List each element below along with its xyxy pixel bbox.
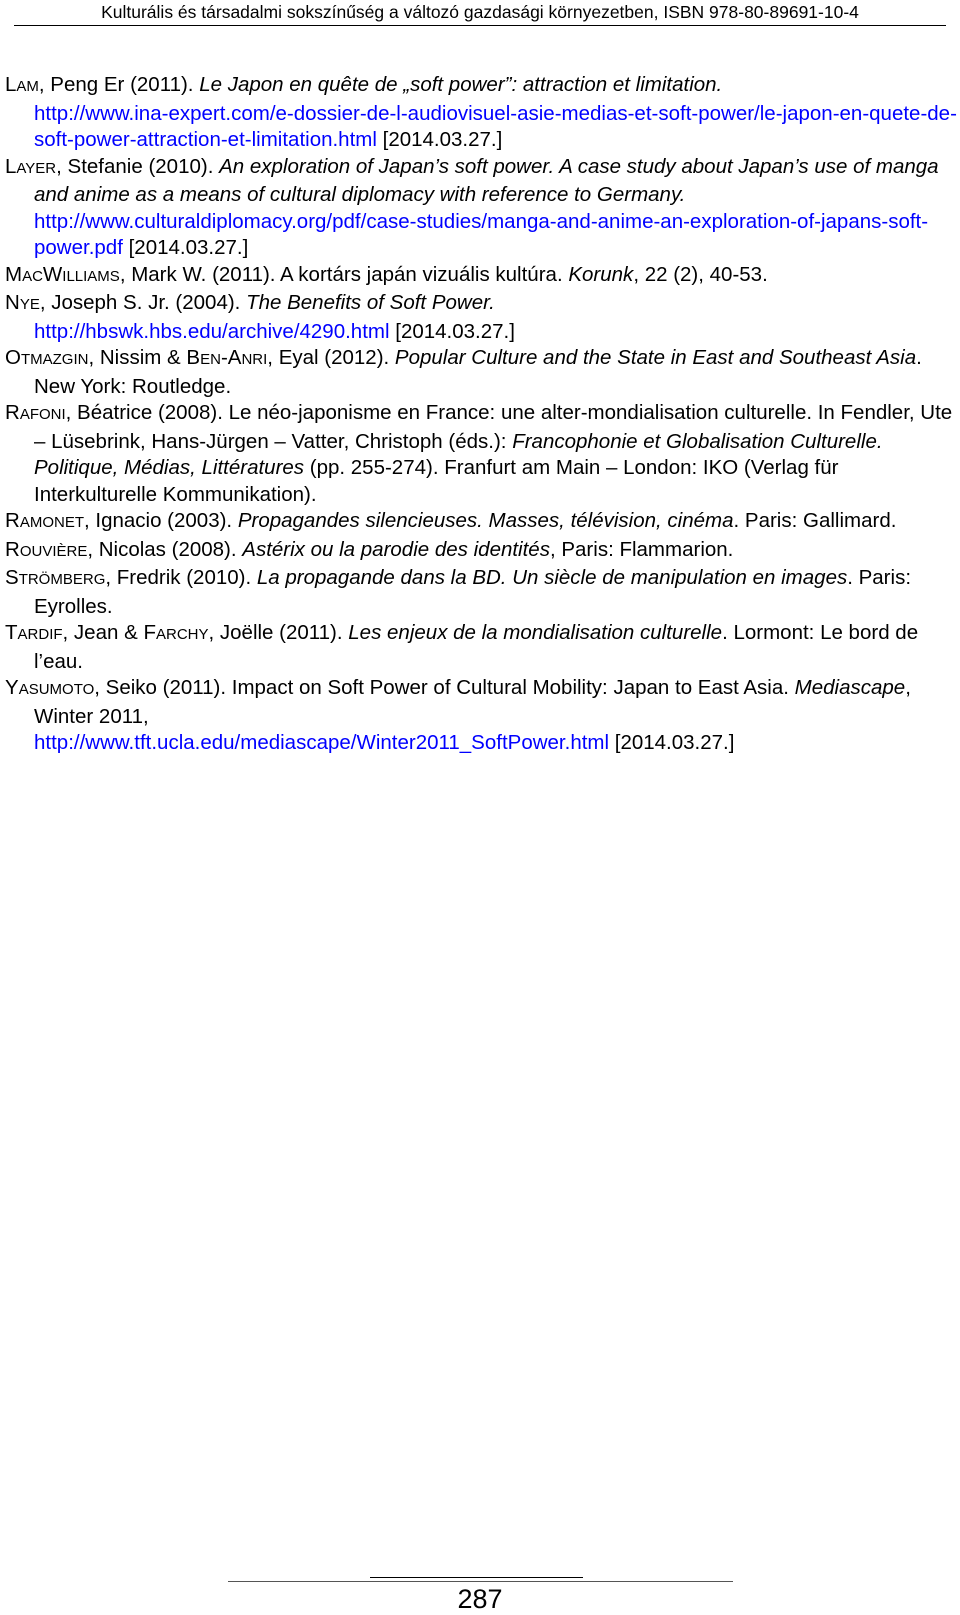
- access-date: [2014.03.27.]: [389, 319, 515, 343]
- bib-entry-lam: LAM, Peng Er (2011). Le Japon en quête de „soft power”: attraction et limitation. http://www.ina-expert.com/e-dossier-de-l-audiovisuel-asie-medias-et-soft-power/le-japon-en-quete-de-soft-power-attraction-et-limitation.html [2014.03.27.]: [5, 73, 957, 151]
- bib-entry-tardif: TARDIF, Jean & FARCHY, Joëlle (2011). Les enjeux de la mondialisation culturelle. Lormont: Le bord de l’eau.: [5, 621, 919, 673]
- url-link[interactable]: http://www.culturaldiplomacy.org/pdf/case-studies/manga-and-anime-an-exploration-of-japans-soft-power.pdf: [34, 209, 929, 259]
- footer-rule-short: [370, 1577, 583, 1578]
- bib-entry-rouviere: ROUVIÈRE, Nicolas (2008). Astérix ou la parodie des identités, Paris: Flammarion.: [5, 537, 734, 561]
- access-date: [2014.03.27.]: [609, 731, 735, 754]
- work-title: Astérix ou la parodie des identités: [242, 537, 550, 561]
- work-title: Propagandes silencieuses. Masses, télévision, cinéma: [237, 509, 734, 532]
- author-smallcaps: AM: [16, 78, 39, 95]
- bib-entry-nye: NYE, Joseph S. Jr. (2004). The Benefits of Soft Power. http://hbswk.hbs.edu/archive/4290.html [2014.03.27.]: [5, 291, 515, 343]
- work-title: Francophonie et Globalisation Culturelle. Politique, Médias, Littératures: [34, 429, 883, 479]
- url-link[interactable]: http://www.tft.ucla.edu/mediascape/Winter2011_SoftPower.html: [34, 731, 610, 754]
- author-initial: L: [5, 73, 17, 96]
- bib-entry-macwilliams: MACWILLIAMS, Mark W. (2011). A kortárs japán vizuális kultúra. Korunk, 22 (2), 40-53.: [5, 262, 768, 286]
- footer-rule-long: [228, 1581, 733, 1582]
- bibliography: [0, 72, 960, 757]
- bib-entry-rafoni: RAFONI, Béatrice (2008). Le néo-japonisme en France: une alter-mondialisation culturelle. In Fendler, Ute – Lüsebrink, Hans-Jürgen – Vatter, Christoph (éds.): Francophonie et Globalisation Culturelle. Politique, Médias, Littératures (pp. 255-274). Franfurt am Main – London: IKO (Verlag für Interkulturelle Kommunikation).: [5, 401, 953, 506]
- url-link[interactable]: http://www.ina-expert.com/e-dossier-de-l-audiovisuel-asie-medias-et-soft-power/le-japon-en-quete-de-soft-power-attraction-et-limitation.html: [34, 101, 957, 151]
- work-title: Le Japon en quête de „soft power”: attraction et limitation.: [199, 73, 723, 96]
- url-link[interactable]: http://hbswk.hbs.edu/archive/4290.html: [34, 319, 390, 343]
- page-number: 287: [457, 1584, 503, 1614]
- work-title: La propagande dans la BD. Un siècle de manipulation en images: [256, 566, 848, 589]
- access-date: [2014.03.27.]: [122, 236, 249, 259]
- running-header: Kulturális és társadalmi sokszínűség a változó gazdasági környezetben, ISBN 978-80-89691-10-4: [0, 0, 960, 23]
- work-title: The Benefits of Soft Power.: [246, 291, 495, 314]
- work-title: Les enjeux de la mondialisation culturelle: [348, 621, 723, 644]
- work-title: Popular Culture and the State in East and Southeast Asia: [394, 346, 917, 369]
- bib-entry-stromberg: STRÖMBERG, Fredrik (2010). La propagande dans la BD. Un siècle de manipulation en images. Paris: Eyrolles.: [5, 566, 912, 618]
- bib-entry-otmazgin: OTMAZGIN, Nissim & BEN-ANRI, Eyal (2012). Popular Culture and the State in East and Southeast Asia. New York: Routledge.: [5, 346, 922, 398]
- access-date: [2014.03.27.]: [376, 128, 503, 151]
- bib-entry-layer: LAYER, Stefanie (2010). An exploration of Japan’s soft power. A case study about Japan’s use of manga and anime as a means of cultural diplomacy with reference to Germany. http://www.culturaldiplomacy.org/pdf/case-studies/manga-and-anime-an-exploration-of-japans-soft-power.pdf [2014.03.27.]: [5, 154, 939, 259]
- journal-title: Korunk: [568, 262, 634, 286]
- bib-entry-ramonet: RAMONET, Ignacio (2003). Propagandes silencieuses. Masses, télévision, cinéma. Paris: Gallimard.: [5, 509, 897, 532]
- work-title: An exploration of Japan’s soft power. A case study about Japan’s use of manga and anime as a means of cultural diplomacy with reference to Germany.: [34, 154, 939, 206]
- bib-entry-yasumoto: YASUMOTO, Seiko (2011). Impact on Soft Power of Cultural Mobility: Japan to East Asia. Mediascape, Winter 2011, http://www.tft.ucla.edu/mediascape/Winter2011_SoftPower.html [2014.03.27.]: [5, 676, 911, 754]
- journal-title: Mediascape: [794, 676, 906, 699]
